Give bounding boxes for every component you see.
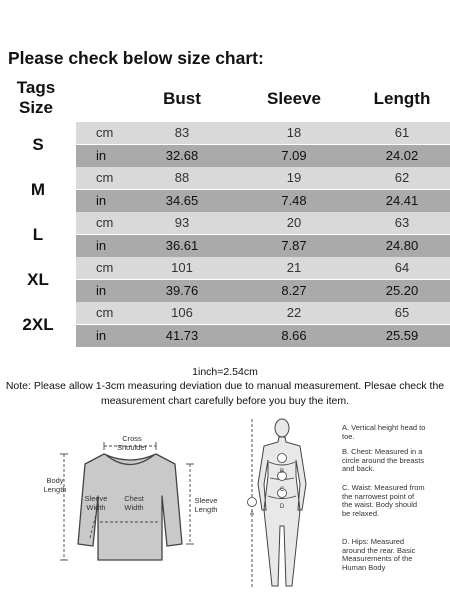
unit-label: in: [96, 193, 107, 208]
sleeve-cell: 22: [286, 305, 302, 320]
size-group-s: [0, 122, 450, 167]
bust-cell: 41.73: [165, 328, 199, 343]
chest-width-label: [118, 494, 150, 512]
annotation-c: C. Waist: Measured from the narrowest point of the waist. Body should be relaxed.: [342, 483, 425, 518]
sleeve-length-label: [188, 496, 224, 514]
unit-label: cm: [96, 215, 114, 230]
measurement-diagrams: [0, 414, 450, 598]
bust-cell: 106: [171, 305, 193, 320]
label-line: Sleeve: [194, 496, 218, 505]
size-label: M: [30, 180, 46, 199]
length-cell: 25.59: [385, 328, 419, 343]
length-cell: 25.20: [385, 283, 419, 298]
measurement-note: Note: Please allow 1-3cm measuring deviation due to manual measurement. Plesae check the measurement chart carefully before you buy the item.: [5, 380, 445, 407]
unit-label: cm: [96, 260, 114, 275]
tags-size-header: [6, 78, 66, 118]
length-cell: 63: [394, 215, 410, 230]
bust-cell: 32.68: [165, 148, 199, 163]
length-cell: 64: [394, 260, 410, 275]
length-cell: 24.41: [385, 193, 419, 208]
size-label: XL: [27, 270, 49, 289]
table-row-in: [76, 280, 450, 302]
table-row-cm: [76, 167, 450, 189]
cross-shoulder-label: [112, 434, 152, 452]
unit-label: cm: [96, 305, 114, 320]
marker-c: C: [279, 487, 285, 493]
label-line: Length: [194, 505, 218, 514]
sleeve-cell: 8.66: [281, 328, 307, 343]
size-group-m: [0, 167, 450, 212]
size-header-text: Size: [18, 98, 54, 117]
label-line: Width: [86, 503, 106, 512]
unit-conversion: 1inch=2.54cm: [192, 366, 258, 378]
bust-cell: 36.61: [165, 238, 199, 253]
marker-d: D: [279, 504, 285, 510]
annotation-d: D. Hips: Measured around the rear. Basic Measurements of the Human Body: [342, 537, 416, 572]
size-label: S: [32, 135, 44, 154]
page-title: Please check below size chart:: [8, 48, 264, 68]
sleeve-cell: 7.87: [281, 238, 307, 253]
length-cell: 24.02: [385, 148, 419, 163]
table-header: [0, 76, 450, 122]
marker-b: B: [279, 469, 284, 475]
unit-label: cm: [96, 170, 114, 185]
length-cell: 62: [394, 170, 410, 185]
length-header: Length: [373, 89, 431, 108]
table-row-cm: [76, 122, 450, 144]
sleeve-cell: 8.27: [281, 283, 307, 298]
sleeve-cell: 7.09: [281, 148, 307, 163]
table-row-cm: [76, 212, 450, 234]
size-label: L: [32, 225, 44, 244]
bust-cell: 34.65: [165, 193, 199, 208]
marker-a: A: [249, 511, 254, 517]
body-length-label: [38, 476, 72, 494]
bust-cell: 101: [171, 260, 193, 275]
label-line: Sleeve: [84, 494, 108, 503]
size-chart-table: [0, 76, 450, 347]
unit-label: in: [96, 328, 107, 343]
bust-header: Bust: [163, 89, 201, 108]
label-line: Shoulder: [116, 443, 148, 452]
sleeve-cell: 20: [286, 215, 302, 230]
annotation-a: A. Vertical height head to toe.: [342, 423, 426, 441]
bust-cell: 93: [174, 215, 190, 230]
unit-label: in: [96, 283, 107, 298]
length-cell: 61: [394, 125, 410, 140]
unit-label: in: [96, 148, 107, 163]
bust-cell: 88: [174, 170, 190, 185]
sleeve-cell: 18: [286, 125, 302, 140]
unit-label: cm: [96, 125, 114, 140]
table-row-cm: [76, 302, 450, 324]
sleeve-header: Sleeve: [267, 89, 321, 108]
tags-header-text: Tags: [16, 78, 56, 97]
sleeve-cell: 7.48: [281, 193, 307, 208]
table-row-cm: [76, 257, 450, 279]
bust-cell: 83: [174, 125, 190, 140]
sleeve-cell: 21: [286, 260, 302, 275]
length-cell: 65: [394, 305, 410, 320]
label-line: Length: [43, 485, 67, 494]
table-row-in: [76, 235, 450, 257]
sleeve-cell: 19: [286, 170, 302, 185]
label-line: Cross: [122, 434, 142, 443]
unit-label: in: [96, 238, 107, 253]
size-group-xl: [0, 257, 450, 302]
bust-cell: 39.76: [165, 283, 199, 298]
label-line: Chest: [124, 494, 144, 503]
sleeve-width-label: [80, 494, 112, 512]
annotation-b: B. Chest: Measured in a circle around the breasts and back.: [342, 447, 425, 473]
size-group-2xl: [0, 302, 450, 347]
label-line: Body: [46, 476, 64, 485]
size-label: 2XL: [22, 315, 54, 334]
table-row-in: [76, 145, 450, 167]
table-row-in: [76, 190, 450, 212]
length-cell: 24.80: [385, 238, 419, 253]
label-line: Width: [124, 503, 144, 512]
size-group-l: [0, 212, 450, 257]
table-row-in: [76, 325, 450, 347]
